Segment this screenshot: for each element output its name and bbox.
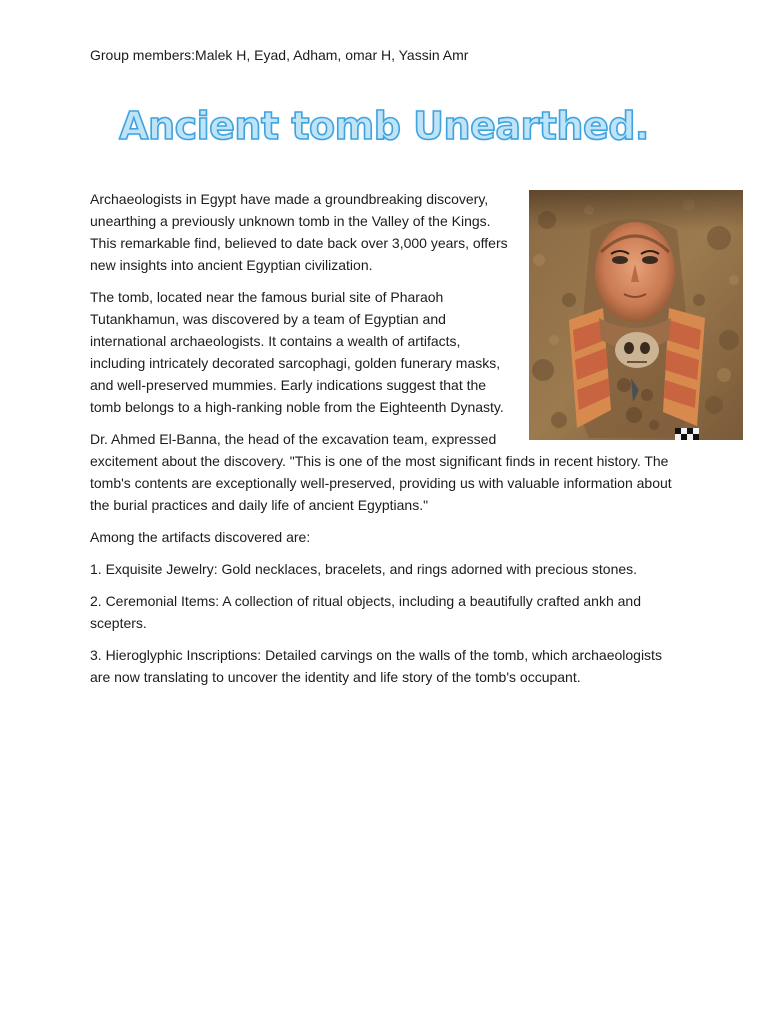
paragraph-quote: Dr. Ahmed El-Banna, the head of the excavation team, expressed excitement about the discovery. "This is one of the most significant finds in recent history. The tomb's contents are exceptionally well-preserved, providing us with valuable information about the burial practices and daily life of ancient Egyptians." [90, 431, 672, 513]
list-item-inscriptions: 3. Hieroglyphic Inscriptions: Detailed carvings on the walls of the tomb, which archaeologists are now translating to uncover the identity and life story of the tomb's occupant. [90, 647, 662, 685]
paragraph-intro: Archaeologists in Egypt have made a groundbreaking discovery, unearthing a previously unknown tomb in the Valley of the Kings. This remarkable find, believed to date back over 3,000 years, offers new insights into ancient Egyptian civilization. [90, 191, 508, 273]
list-item-jewelry: 1. Exquisite Jewelry: Gold necklaces, bracelets, and rings adorned with precious stones. [90, 561, 638, 577]
list-item-ceremonial: 2. Ceremonial Items: A collection of ritual objects, including a beautifully crafted ankh and scepters. [90, 593, 641, 631]
paragraph-artifacts-intro: Among the artifacts discovered are: [90, 529, 311, 545]
paragraph-tomb-location: The tomb, located near the famous burial site of Pharaoh Tutankhamun, was discovered by a team of Egyptian and international archaeologists. It contains a wealth of artifacts, including intricately decorated sarcophagi, golden funerary masks, and well-preserved mummies. Early indications suggest that the tomb belongs to a high-ranking noble from the Eighteenth Dynasty. [90, 289, 504, 415]
document-title: Ancient tomb Unearthed. [119, 104, 649, 148]
sarcophagus-photo-image [529, 190, 743, 440]
article-body [90, 188, 682, 698]
group-members-line: Group members:Malek H, Eyad, Adham, omar H, Yassin Amr [90, 47, 469, 63]
sarcophagus-photo [529, 190, 743, 440]
